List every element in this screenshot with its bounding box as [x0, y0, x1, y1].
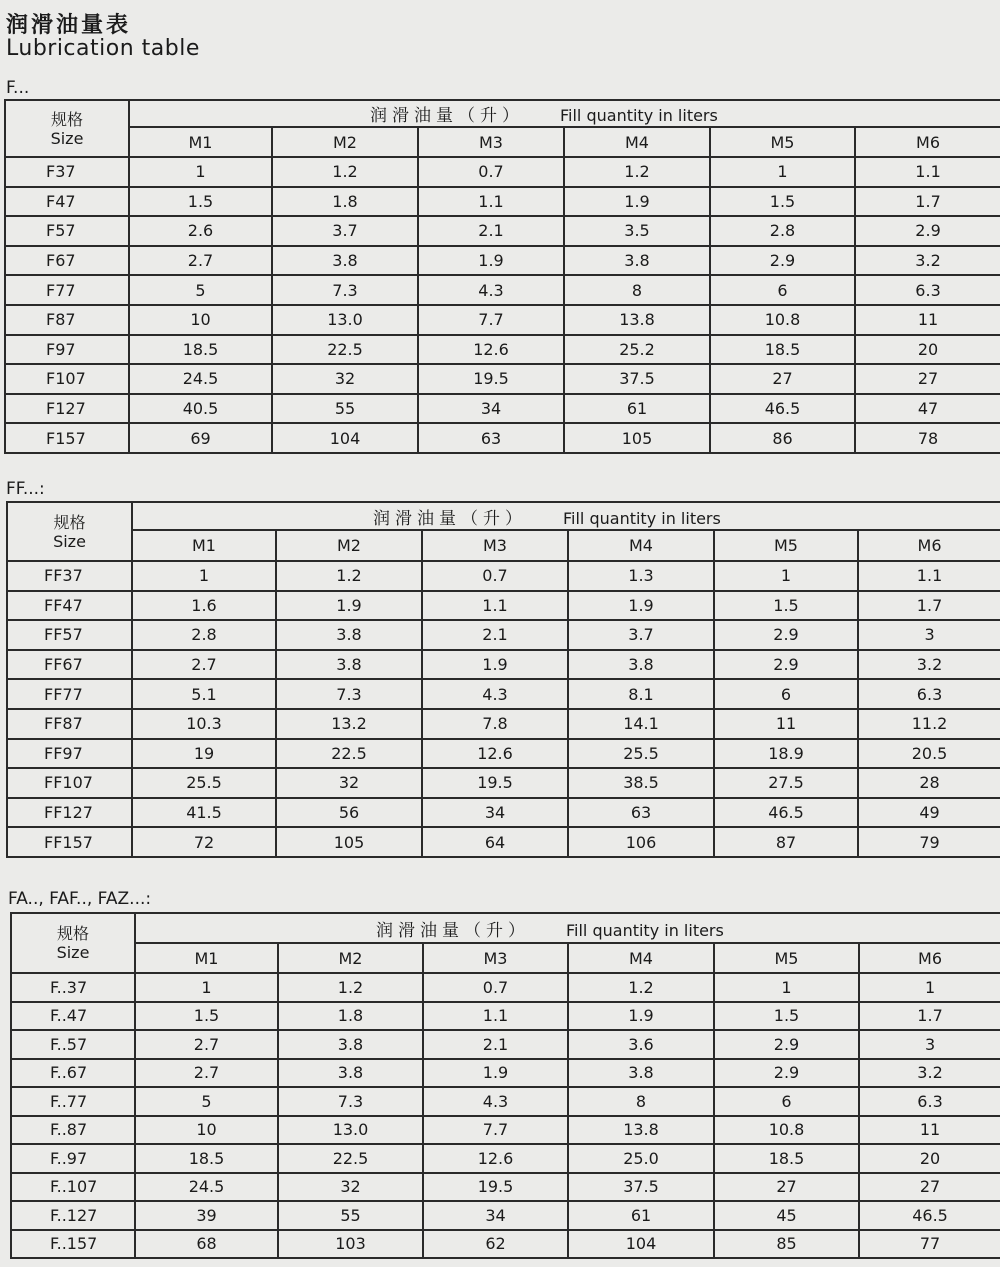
- fill-value-cell: 78: [855, 423, 1000, 453]
- fill-value-cell: 6: [710, 275, 855, 305]
- table-row: [7, 561, 1000, 591]
- model-cell: F57: [5, 216, 129, 246]
- fill-value-cell: 4.3: [418, 275, 564, 305]
- fill-value-cell: 1.2: [278, 973, 423, 1002]
- fill-value-cell: 104: [568, 1230, 714, 1259]
- fill-value-cell: 1.9: [568, 591, 714, 621]
- fill-value-cell: 2.9: [714, 1059, 859, 1088]
- fill-value-cell: 2.7: [135, 1059, 278, 1088]
- fill-value-cell: 11.2: [858, 709, 1000, 739]
- table-row: [7, 650, 1000, 680]
- fill-value-cell: 85: [714, 1230, 859, 1259]
- fill-value-cell: 1.7: [855, 187, 1000, 217]
- fill-value-cell: 3.8: [568, 650, 714, 680]
- page-title-en: Lubrication table: [6, 36, 200, 61]
- fill-value-cell: 34: [423, 1201, 568, 1230]
- fill-value-cell: 1: [714, 973, 859, 1002]
- fill-value-cell: 1: [714, 561, 858, 591]
- fill-value-cell: 105: [564, 423, 710, 453]
- fill-value-cell: 1.9: [276, 591, 422, 621]
- fill-value-cell: 2.9: [714, 650, 858, 680]
- fill-value-cell: 37.5: [568, 1173, 714, 1202]
- position-header: M4: [564, 127, 710, 157]
- fill-value-cell: 39: [135, 1201, 278, 1230]
- section-label-f: F...: [6, 78, 30, 98]
- fill-value-cell: 87: [714, 827, 858, 857]
- fill-value-cell: 3: [859, 1030, 1000, 1059]
- fill-value-cell: 38.5: [568, 768, 714, 798]
- fill-value-cell: 6: [714, 679, 858, 709]
- fill-value-cell: 20: [859, 1144, 1000, 1173]
- fill-value-cell: 19.5: [422, 768, 568, 798]
- fill-value-cell: 63: [418, 423, 564, 453]
- fill-value-cell: 2.1: [423, 1030, 568, 1059]
- fill-value-cell: 10.8: [714, 1116, 859, 1145]
- fill-value-cell: 1.1: [423, 1002, 568, 1031]
- table-body: [11, 973, 1000, 1258]
- fill-value-cell: 1.1: [418, 187, 564, 217]
- fill-value-cell: 2.7: [129, 246, 272, 276]
- table-row: [5, 394, 1000, 424]
- fill-value-cell: 103: [278, 1230, 423, 1259]
- fill-value-cell: 3.8: [278, 1059, 423, 1088]
- fill-value-cell: 7.3: [278, 1087, 423, 1116]
- fill-value-cell: 22.5: [278, 1144, 423, 1173]
- model-cell: F47: [5, 187, 129, 217]
- section-label-ff: FF...:: [6, 479, 45, 499]
- fill-value-cell: 18.9: [714, 739, 858, 769]
- table-row: [5, 364, 1000, 394]
- fill-value-cell: 1.5: [129, 187, 272, 217]
- fill-value-cell: 63: [568, 798, 714, 828]
- fill-value-cell: 18.5: [135, 1144, 278, 1173]
- fill-value-cell: 5.1: [132, 679, 276, 709]
- size-label-zh: 规格: [50, 109, 83, 129]
- model-cell: F..107: [11, 1173, 135, 1202]
- fill-value-cell: 27: [859, 1173, 1000, 1202]
- fill-value-cell: 4.3: [422, 679, 568, 709]
- fill-value-cell: 79: [858, 827, 1000, 857]
- fill-value-cell: 3.8: [272, 246, 418, 276]
- fill-value-cell: 105: [276, 827, 422, 857]
- table-row: [5, 246, 1000, 276]
- lubrication-table-fa: [10, 912, 1000, 1259]
- fill-value-cell: 25.5: [568, 739, 714, 769]
- position-header: M3: [422, 530, 568, 561]
- fill-value-cell: 19.5: [418, 364, 564, 394]
- fill-value-cell: 0.7: [423, 973, 568, 1002]
- fill-label-en: Fill quantity in liters: [563, 508, 721, 528]
- fill-value-cell: 1.6: [132, 591, 276, 621]
- fill-value-cell: 1.2: [564, 157, 710, 187]
- fill-value-cell: 1.5: [714, 1002, 859, 1031]
- fill-value-cell: 1.1: [858, 561, 1000, 591]
- position-header: M5: [714, 943, 859, 973]
- position-header-row: [5, 127, 1000, 157]
- fill-value-cell: 1: [710, 157, 855, 187]
- fill-value-cell: 10.3: [132, 709, 276, 739]
- table-row: [5, 305, 1000, 335]
- fill-value-cell: 2.9: [855, 216, 1000, 246]
- fill-value-cell: 10: [129, 305, 272, 335]
- table-row: [5, 335, 1000, 365]
- model-cell: F..77: [11, 1087, 135, 1116]
- position-header: M6: [855, 127, 1000, 157]
- model-cell: FF87: [7, 709, 132, 739]
- fill-value-cell: 56: [276, 798, 422, 828]
- fill-value-cell: 27: [714, 1173, 859, 1202]
- fill-value-cell: 3.6: [568, 1030, 714, 1059]
- fill-value-cell: 7.7: [423, 1116, 568, 1145]
- fill-value-cell: 1.7: [859, 1002, 1000, 1031]
- fill-value-cell: 68: [135, 1230, 278, 1259]
- fill-value-cell: 3.8: [276, 650, 422, 680]
- fill-value-cell: 0.7: [418, 157, 564, 187]
- fill-value-cell: 8.1: [568, 679, 714, 709]
- table-row: [11, 1201, 1000, 1230]
- fill-value-cell: 27: [855, 364, 1000, 394]
- table-row: [11, 1230, 1000, 1259]
- fill-value-cell: 34: [418, 394, 564, 424]
- fill-value-cell: 5: [129, 275, 272, 305]
- fill-value-cell: 34: [422, 798, 568, 828]
- position-header-row: [11, 943, 1000, 973]
- table-row: [5, 275, 1000, 305]
- position-header: M1: [129, 127, 272, 157]
- fill-value-cell: 3.8: [278, 1030, 423, 1059]
- model-cell: FF157: [7, 827, 132, 857]
- model-cell: F..127: [11, 1201, 135, 1230]
- fill-value-cell: 1.9: [423, 1059, 568, 1088]
- model-cell: F..97: [11, 1144, 135, 1173]
- fill-value-cell: 2.7: [132, 650, 276, 680]
- fill-value-cell: 1: [859, 973, 1000, 1002]
- fill-value-cell: 62: [423, 1230, 568, 1259]
- fill-value-cell: 1.9: [418, 246, 564, 276]
- table-row: [7, 679, 1000, 709]
- fill-value-cell: 20.5: [858, 739, 1000, 769]
- fill-value-cell: 1.1: [422, 591, 568, 621]
- lubrication-table-f: [4, 99, 1000, 454]
- position-header: M4: [568, 943, 714, 973]
- fill-value-cell: 1.3: [568, 561, 714, 591]
- table-row: [5, 187, 1000, 217]
- fill-value-cell: 1.2: [272, 157, 418, 187]
- fill-value-cell: 2.9: [714, 1030, 859, 1059]
- fill-value-cell: 3.8: [564, 246, 710, 276]
- fill-value-cell: 6.3: [859, 1087, 1000, 1116]
- fill-value-cell: 1.8: [278, 1002, 423, 1031]
- fill-value-cell: 61: [564, 394, 710, 424]
- table-row: [11, 1030, 1000, 1059]
- position-header: M5: [714, 530, 858, 561]
- model-cell: FF67: [7, 650, 132, 680]
- position-header: M5: [710, 127, 855, 157]
- fill-value-cell: 1: [129, 157, 272, 187]
- fill-label-en: Fill quantity in liters: [566, 920, 724, 940]
- model-cell: F97: [5, 335, 129, 365]
- fill-value-cell: 46.5: [710, 394, 855, 424]
- position-header: M2: [278, 943, 423, 973]
- table-row: [11, 1144, 1000, 1173]
- fill-value-cell: 25.5: [132, 768, 276, 798]
- fill-value-cell: 49: [858, 798, 1000, 828]
- fill-value-cell: 2.9: [714, 620, 858, 650]
- fill-label-zh: 润滑油量（升）: [373, 508, 527, 529]
- fill-value-cell: 6.3: [855, 275, 1000, 305]
- model-cell: FF57: [7, 620, 132, 650]
- table-body: [5, 157, 1000, 453]
- fill-value-cell: 1.5: [714, 591, 858, 621]
- fill-value-cell: 14.1: [568, 709, 714, 739]
- table-row: [7, 798, 1000, 828]
- size-header: [5, 100, 129, 157]
- fill-value-cell: 7.8: [422, 709, 568, 739]
- fill-value-cell: 40.5: [129, 394, 272, 424]
- fill-value-cell: 69: [129, 423, 272, 453]
- fill-value-cell: 2.1: [418, 216, 564, 246]
- fill-value-cell: 61: [568, 1201, 714, 1230]
- table-row: [11, 1059, 1000, 1088]
- fill-value-cell: 19: [132, 739, 276, 769]
- fill-value-cell: 25.0: [568, 1144, 714, 1173]
- table-row: [7, 620, 1000, 650]
- model-cell: FF37: [7, 561, 132, 591]
- fill-value-cell: 2.9: [710, 246, 855, 276]
- fill-value-cell: 32: [272, 364, 418, 394]
- model-cell: FF127: [7, 798, 132, 828]
- model-cell: F67: [5, 246, 129, 276]
- table-row: [11, 973, 1000, 1002]
- table-body: [7, 561, 1000, 857]
- fill-value-cell: 6.3: [858, 679, 1000, 709]
- fill-value-cell: 8: [568, 1087, 714, 1116]
- size-header: [7, 502, 132, 561]
- position-header: M4: [568, 530, 714, 561]
- model-cell: F157: [5, 423, 129, 453]
- fill-value-cell: 1.2: [568, 973, 714, 1002]
- fill-value-cell: 13.0: [278, 1116, 423, 1145]
- fill-label-en: Fill quantity in liters: [560, 106, 718, 125]
- table-row: [7, 709, 1000, 739]
- fill-value-cell: 11: [855, 305, 1000, 335]
- table-row: [7, 768, 1000, 798]
- fill-value-cell: 27: [710, 364, 855, 394]
- fill-value-cell: 1.9: [564, 187, 710, 217]
- model-cell: F107: [5, 364, 129, 394]
- size-label-en: Size: [50, 128, 84, 148]
- model-cell: F..57: [11, 1030, 135, 1059]
- model-cell: F..87: [11, 1116, 135, 1145]
- fill-label-zh: 润滑油量（升）: [376, 920, 530, 941]
- position-header: M2: [272, 127, 418, 157]
- size-label-en: Size: [53, 531, 86, 551]
- fill-value-cell: 28: [858, 768, 1000, 798]
- fill-value-cell: 55: [272, 394, 418, 424]
- position-header: M6: [858, 530, 1000, 561]
- fill-value-cell: 3.7: [568, 620, 714, 650]
- fill-value-cell: 0.7: [422, 561, 568, 591]
- fill-value-cell: 1.1: [855, 157, 1000, 187]
- fill-value-cell: 3.5: [564, 216, 710, 246]
- fill-value-cell: 1.7: [858, 591, 1000, 621]
- model-cell: FF77: [7, 679, 132, 709]
- fill-value-cell: 47: [855, 394, 1000, 424]
- model-cell: F..37: [11, 973, 135, 1002]
- table-row: [7, 827, 1000, 857]
- fill-value-cell: 4.3: [423, 1087, 568, 1116]
- fill-value-cell: 1.9: [422, 650, 568, 680]
- table-row: [7, 591, 1000, 621]
- table-row: [5, 423, 1000, 453]
- fill-value-cell: 106: [568, 827, 714, 857]
- fill-value-cell: 2.7: [135, 1030, 278, 1059]
- fill-value-cell: 2.6: [129, 216, 272, 246]
- fill-value-cell: 24.5: [135, 1173, 278, 1202]
- model-cell: FF97: [7, 739, 132, 769]
- model-cell: F127: [5, 394, 129, 424]
- fill-value-cell: 1.8: [272, 187, 418, 217]
- fill-value-cell: 72: [132, 827, 276, 857]
- fill-value-cell: 13.8: [568, 1116, 714, 1145]
- model-cell: F77: [5, 275, 129, 305]
- fill-value-cell: 25.2: [564, 335, 710, 365]
- fill-quantity-header: [135, 913, 1000, 943]
- fill-value-cell: 2.8: [710, 216, 855, 246]
- fill-quantity-header: [132, 502, 1000, 530]
- fill-value-cell: 7.3: [276, 679, 422, 709]
- model-cell: F..157: [11, 1230, 135, 1259]
- fill-value-cell: 11: [859, 1116, 1000, 1145]
- table-row: [7, 739, 1000, 769]
- table-row: [11, 1087, 1000, 1116]
- fill-value-cell: 12.6: [423, 1144, 568, 1173]
- fill-value-cell: 86: [710, 423, 855, 453]
- fill-value-cell: 10.8: [710, 305, 855, 335]
- fill-value-cell: 3.2: [859, 1059, 1000, 1088]
- fill-value-cell: 24.5: [129, 364, 272, 394]
- fill-value-cell: 41.5: [132, 798, 276, 828]
- fill-value-cell: 22.5: [276, 739, 422, 769]
- fill-quantity-header: [129, 100, 1000, 127]
- fill-value-cell: 7.3: [272, 275, 418, 305]
- fill-value-cell: 22.5: [272, 335, 418, 365]
- size-label-en: Size: [56, 943, 90, 962]
- position-header: M2: [276, 530, 422, 561]
- lubrication-table-ff: [6, 501, 1000, 858]
- size-label-zh: 规格: [53, 512, 86, 532]
- model-cell: FF47: [7, 591, 132, 621]
- model-cell: F37: [5, 157, 129, 187]
- position-header-row: [7, 530, 1000, 561]
- fill-value-cell: 20: [855, 335, 1000, 365]
- fill-value-cell: 1: [135, 973, 278, 1002]
- model-cell: FF107: [7, 768, 132, 798]
- fill-value-cell: 46.5: [714, 798, 858, 828]
- fill-value-cell: 18.5: [129, 335, 272, 365]
- fill-value-cell: 104: [272, 423, 418, 453]
- page-title-zh: 润滑油量表: [6, 13, 132, 38]
- fill-value-cell: 1: [132, 561, 276, 591]
- fill-value-cell: 19.5: [423, 1173, 568, 1202]
- section-label-fa: FA.., FAF.., FAZ...:: [8, 889, 152, 909]
- fill-value-cell: 2.1: [422, 620, 568, 650]
- fill-value-cell: 46.5: [859, 1201, 1000, 1230]
- fill-value-cell: 3: [858, 620, 1000, 650]
- fill-value-cell: 64: [422, 827, 568, 857]
- fill-value-cell: 1.5: [710, 187, 855, 217]
- fill-value-cell: 37.5: [564, 364, 710, 394]
- position-header: M1: [132, 530, 276, 561]
- fill-value-cell: 3.8: [568, 1059, 714, 1088]
- fill-value-cell: 2.8: [132, 620, 276, 650]
- size-header: [11, 913, 135, 973]
- position-header: M3: [423, 943, 568, 973]
- fill-value-cell: 1.2: [276, 561, 422, 591]
- fill-value-cell: 13.0: [272, 305, 418, 335]
- fill-value-cell: 45: [714, 1201, 859, 1230]
- fill-value-cell: 27.5: [714, 768, 858, 798]
- fill-value-cell: 3.8: [276, 620, 422, 650]
- table-row: [5, 216, 1000, 246]
- fill-value-cell: 5: [135, 1087, 278, 1116]
- fill-value-cell: 7.7: [418, 305, 564, 335]
- fill-value-cell: 55: [278, 1201, 423, 1230]
- position-header: M1: [135, 943, 278, 973]
- fill-value-cell: 11: [714, 709, 858, 739]
- fill-value-cell: 3.2: [855, 246, 1000, 276]
- fill-value-cell: 18.5: [714, 1144, 859, 1173]
- table-row: [11, 1173, 1000, 1202]
- table-row: [11, 1002, 1000, 1031]
- fill-value-cell: 1.9: [568, 1002, 714, 1031]
- model-cell: F87: [5, 305, 129, 335]
- fill-value-cell: 32: [276, 768, 422, 798]
- model-cell: F..47: [11, 1002, 135, 1031]
- table-row: [11, 1116, 1000, 1145]
- table-row: [5, 157, 1000, 187]
- fill-value-cell: 12.6: [422, 739, 568, 769]
- size-label-zh: 规格: [56, 924, 89, 943]
- fill-value-cell: 1.5: [135, 1002, 278, 1031]
- fill-value-cell: 77: [859, 1230, 1000, 1259]
- fill-value-cell: 6: [714, 1087, 859, 1116]
- position-header: M6: [859, 943, 1000, 973]
- fill-value-cell: 18.5: [710, 335, 855, 365]
- fill-value-cell: 12.6: [418, 335, 564, 365]
- model-cell: F..67: [11, 1059, 135, 1088]
- fill-value-cell: 13.8: [564, 305, 710, 335]
- fill-value-cell: 32: [278, 1173, 423, 1202]
- fill-value-cell: 13.2: [276, 709, 422, 739]
- fill-value-cell: 3.2: [858, 650, 1000, 680]
- fill-value-cell: 3.7: [272, 216, 418, 246]
- fill-value-cell: 10: [135, 1116, 278, 1145]
- fill-value-cell: 8: [564, 275, 710, 305]
- position-header: M3: [418, 127, 564, 157]
- fill-label-zh: 润滑油量（升）: [370, 106, 524, 126]
